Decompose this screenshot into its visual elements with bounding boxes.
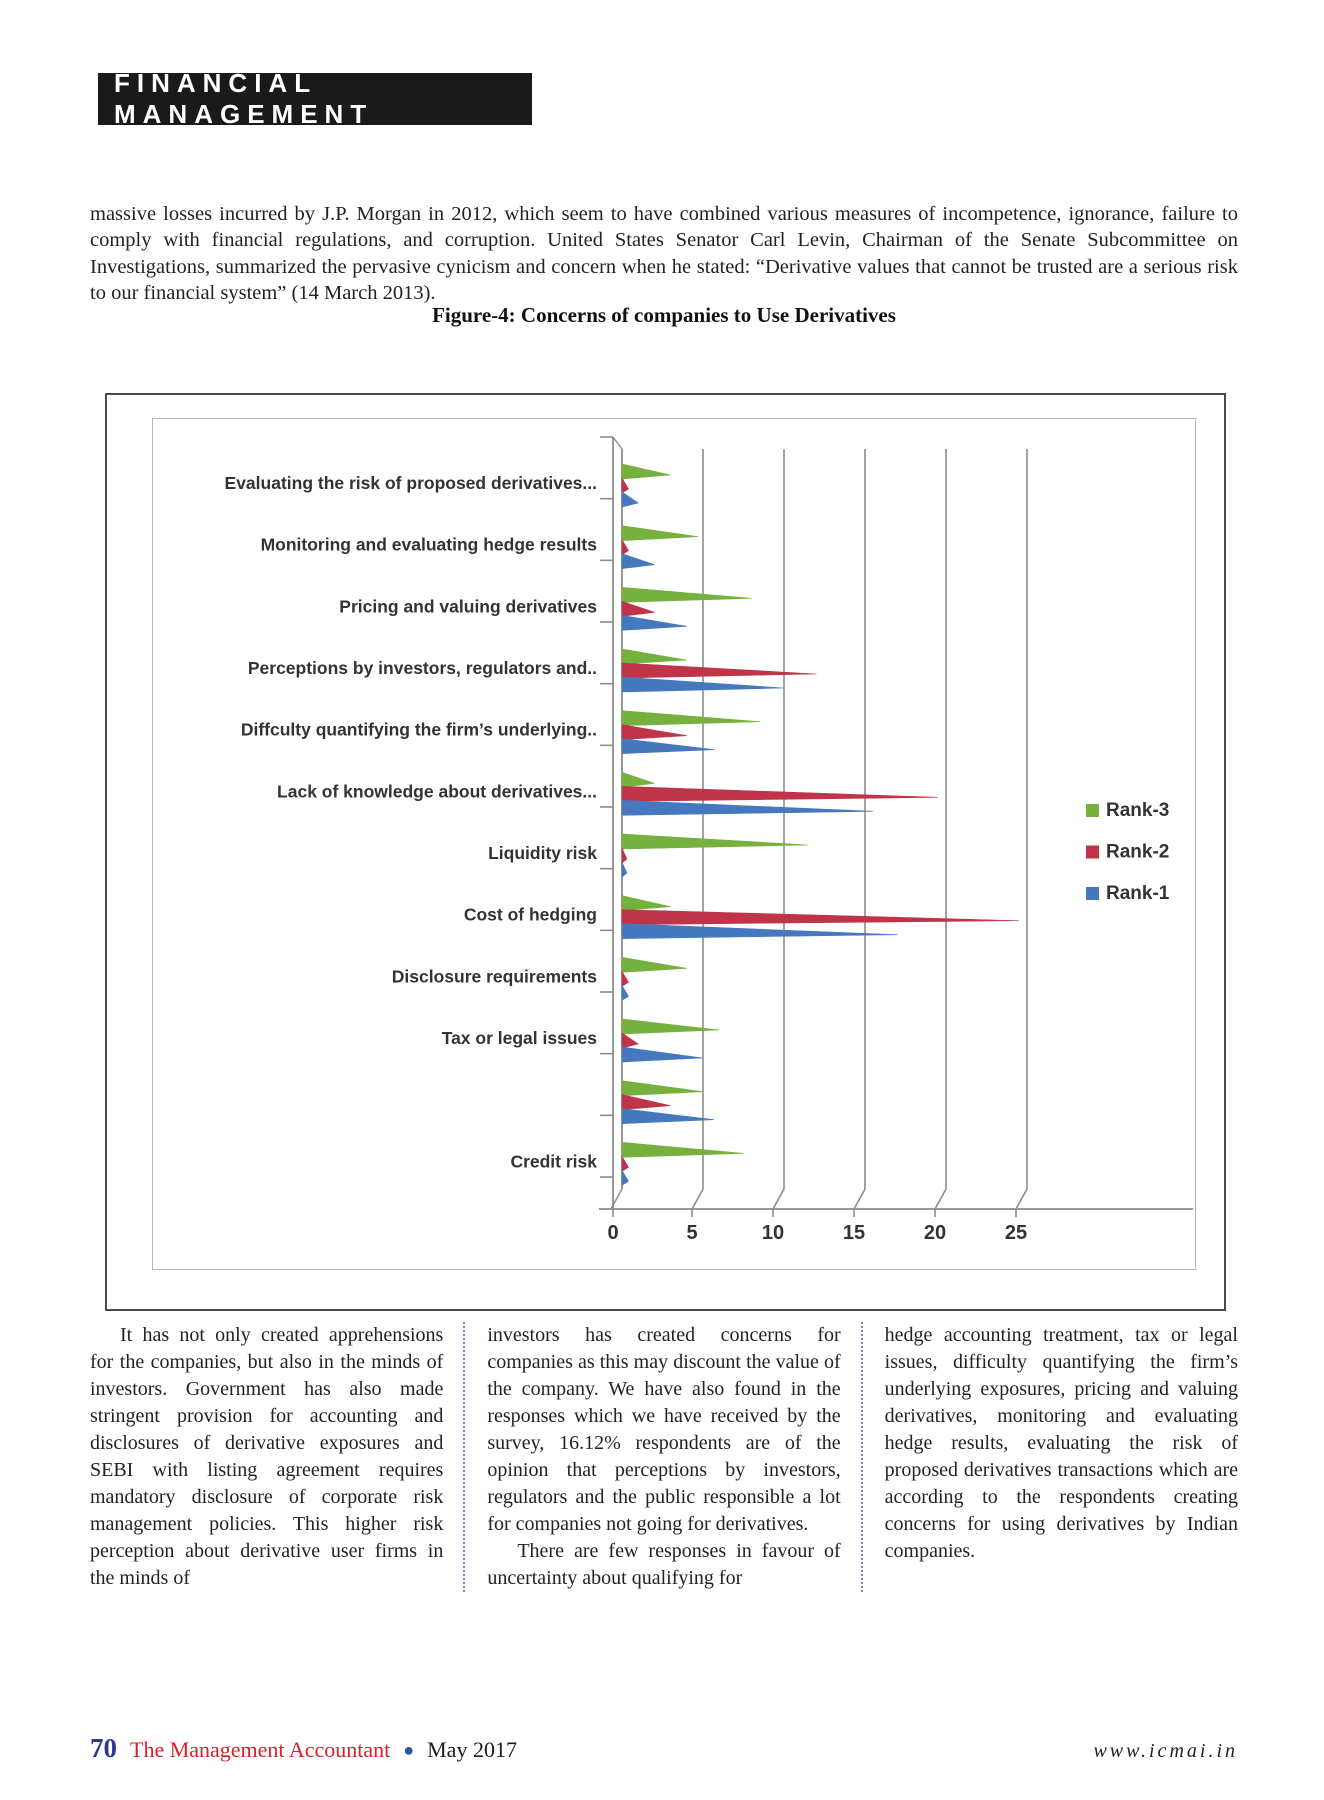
category-label: Perceptions by investors, regulators and..: [247, 658, 597, 678]
bar-rank-3: [622, 464, 671, 479]
gridline-floor: [692, 1189, 703, 1209]
bar-rank-1: [622, 615, 687, 630]
section-header-banner: [98, 68, 532, 129]
legend-swatch: [1086, 887, 1099, 900]
legend-label: Rank-1: [1106, 883, 1170, 904]
gridline-floor: [773, 1189, 784, 1209]
category-label: Diffculty quantifying the firm’s underlying..: [240, 719, 597, 740]
x-tick-label: 0: [607, 1222, 619, 1244]
website-url: www.icmai.in: [1093, 1740, 1238, 1762]
bar-rank-2: [622, 663, 816, 678]
x-tick-label: 25: [1004, 1222, 1028, 1244]
bar-rank-3: [622, 1142, 744, 1157]
bar-rank-3: [622, 957, 687, 972]
gridline-floor: [1016, 1189, 1027, 1209]
footer-left: [90, 1733, 517, 1764]
category-label: Credit risk: [510, 1151, 597, 1172]
bar-rank-3: [622, 834, 808, 849]
text-column-3: [861, 1322, 1238, 1592]
bar-rank-3: [622, 1081, 703, 1096]
intro-paragraph: massive losses incurred by J.P. Morgan in 2012, which seem to have combined various measures of incompetence, ignorance, failure to comply with financial regulations, and corruption. United States Senator Carl Levin, Chairman of the Senate Subcommittee on Investigations, summarized the pervasive cynicism and concern when he stated: “Derivative values that cannot be trusted are a serious risk to our financial system” (14 March 2013).: [90, 202, 1238, 304]
bar-rank-1: [622, 1047, 703, 1062]
column-paragraph: hedge accounting treatment, tax or legal issues, difficulty quantifying the firm’s underlying exposures, pricing and valuing derivatives, monitoring and evaluating hedge results, evaluating the risk of proposed derivatives transactions which are according to the respondents creating concerns for using derivatives by Indian companies.: [884, 1324, 1238, 1562]
bar-rank-2: [622, 971, 628, 986]
text-column-2: [463, 1322, 860, 1592]
bar-rank-1: [622, 492, 638, 507]
column-paragraph: It has not only created apprehensions for the companies, but also in the minds of investors. Government has also made stringent provision for accounting and disclosures of derivative exposures and SEBI with listing agreement requires mandatory disclosure of corporate risk management policies. This higher risk perception about derivative user firms in the minds of: [90, 1324, 444, 1589]
bar-rank-2: [622, 540, 628, 555]
bar-rank-2: [622, 725, 687, 740]
figure-title: Figure-4: Concerns of companies to Use Derivatives: [432, 303, 896, 327]
bar-rank-2: [622, 1156, 628, 1171]
category-label: Tax or legal issues: [441, 1028, 597, 1048]
bar-rank-2: [622, 478, 628, 493]
pyramid-bar-chart: [153, 419, 1195, 1269]
bar-rank-3: [622, 896, 671, 911]
bar-rank-2: [622, 786, 938, 801]
bar-rank-1: [622, 862, 627, 877]
magazine-name: The Management Accountant: [130, 1737, 391, 1762]
bar-rank-3: [622, 526, 698, 541]
page-number: 70: [90, 1733, 117, 1763]
bar-rank-1: [622, 924, 897, 939]
x-tick-label: 15: [842, 1222, 866, 1244]
category-label: Disclosure requirements: [391, 966, 597, 987]
text-column-1: [90, 1322, 463, 1592]
category-label: Monitoring and evaluating hedge results: [260, 534, 597, 555]
footer-dot-icon: ●: [403, 1740, 415, 1760]
x-tick-label: 5: [686, 1222, 698, 1244]
gridline-floor: [935, 1189, 946, 1209]
bar-rank-3: [622, 649, 687, 664]
bar-rank-2: [622, 1033, 638, 1048]
chart-container: [152, 418, 1196, 1270]
column-paragraph: investors has created concerns for companies as this may discount the value of the company. We have also found in the responses which we have received by the survey, 16.12% respondents are of the opinion that perceptions by investors, regulators and the public responsible a lot for companies not going for derivatives.: [487, 1324, 841, 1535]
section-header-label: FINANCIAL MANAGEMENT: [114, 68, 374, 129]
bar-rank-3: [622, 587, 752, 602]
bar-rank-1: [622, 985, 628, 1000]
bar-rank-3: [622, 1019, 719, 1034]
bar-rank-3: [622, 772, 654, 787]
x-tick-label: 10: [761, 1222, 785, 1244]
bar-rank-2: [622, 848, 627, 863]
legend-label: Rank-2: [1106, 841, 1170, 863]
legend-swatch: [1086, 846, 1099, 859]
bar-rank-2: [622, 910, 1019, 925]
category-label: Cost of hedging: [463, 904, 597, 925]
category-label: Evaluating the risk of proposed derivatives...: [224, 473, 597, 493]
bar-rank-2: [622, 601, 654, 616]
category-label: Pricing and valuing derivatives: [339, 596, 597, 617]
bar-rank-1: [622, 1170, 628, 1185]
bar-rank-1: [622, 739, 714, 754]
legend-swatch: [1086, 804, 1099, 817]
column-paragraph: There are few responses in favour of uncertainty about qualifying for: [487, 1540, 841, 1589]
page-footer: [90, 1733, 1238, 1764]
issue-date: May 2017: [427, 1737, 517, 1762]
bar-rank-1: [622, 800, 873, 815]
axis-top-edge: [613, 437, 622, 449]
x-tick-label: 20: [923, 1222, 947, 1244]
bar-rank-1: [622, 1109, 714, 1124]
bar-rank-3: [622, 711, 760, 726]
category-label: Liquidity risk: [488, 843, 597, 863]
bar-rank-2: [622, 1095, 671, 1110]
body-columns: [90, 1322, 1238, 1592]
gridline-floor: [854, 1189, 865, 1209]
bar-rank-1: [622, 554, 654, 569]
category-label: Lack of knowledge about derivatives...: [277, 781, 597, 802]
legend-label: Rank-3: [1106, 800, 1170, 821]
